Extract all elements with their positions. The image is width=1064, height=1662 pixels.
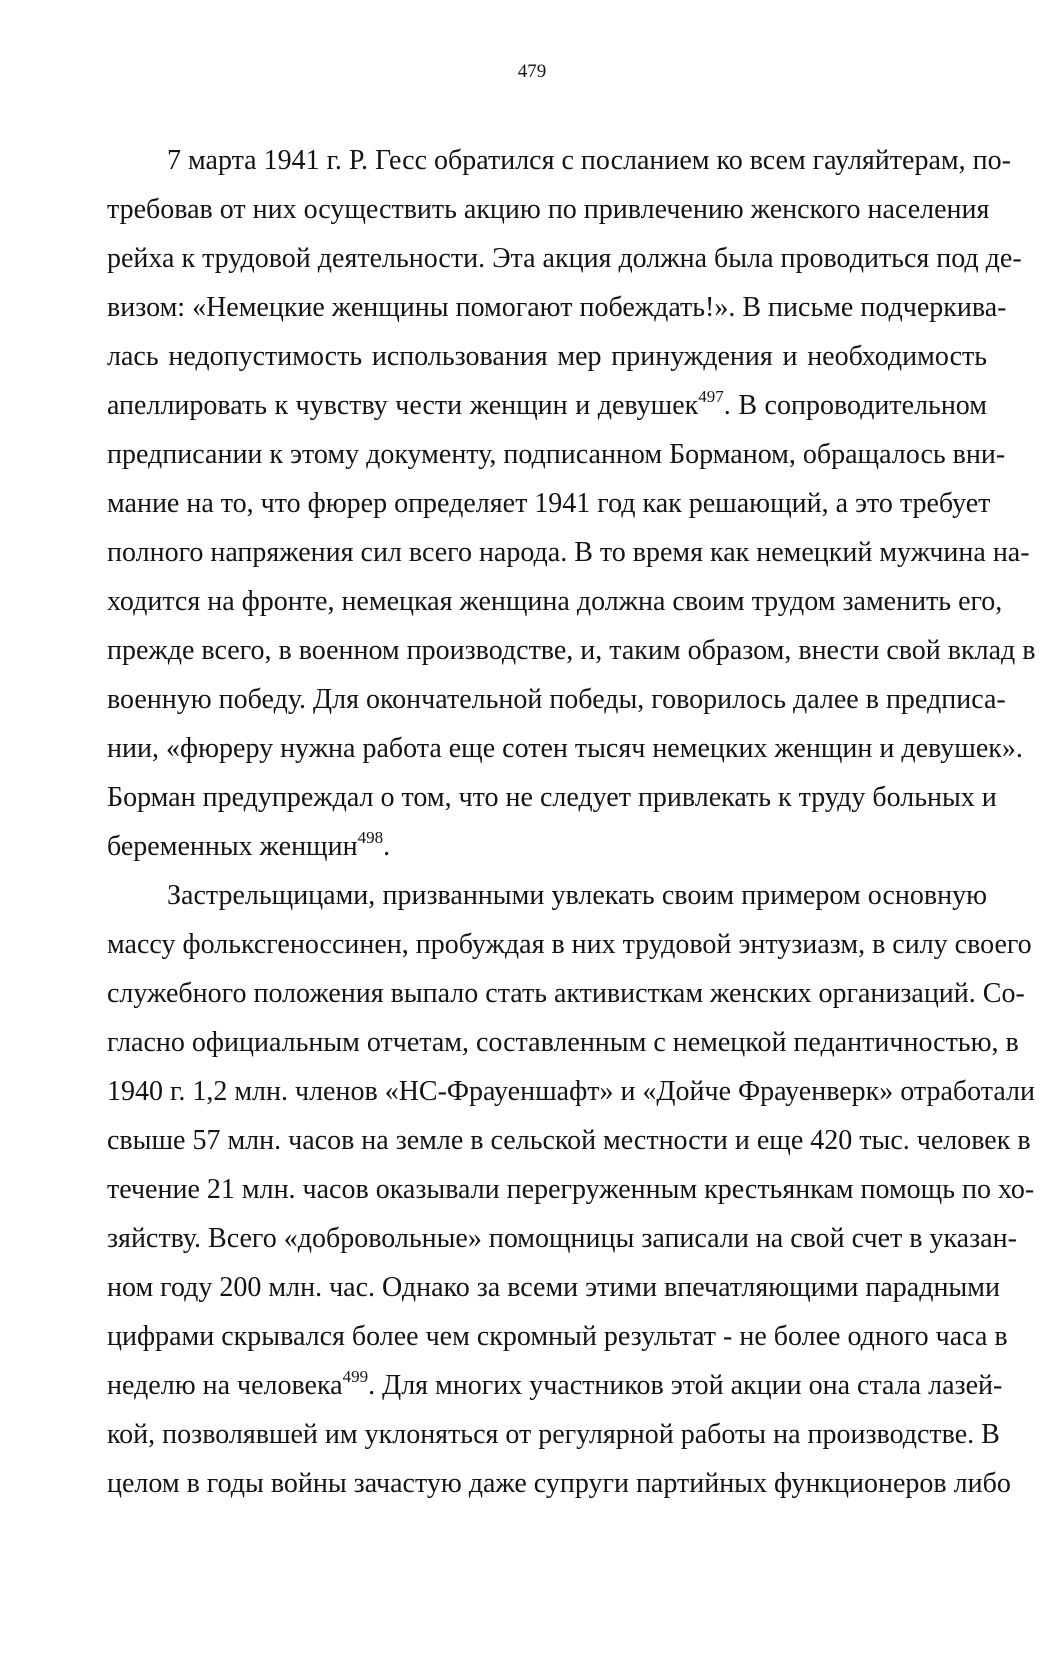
text-line <box>107 430 1006 479</box>
text-line <box>107 969 1025 1018</box>
line-text: 7 марта 1941 г. Р. Гесс обратился с посланием ко всем гауляйтерам, по- <box>167 145 1011 176</box>
line-text: полного напряжения сил всего народа. В то время как немецкий мужчина на- <box>107 537 1030 568</box>
line-text: служебного положения выпало стать активисткам женских организаций. Со- <box>107 978 1025 1009</box>
paragraph <box>107 136 1036 871</box>
line-text: прежде всего, в военном производстве, и, таким образом, внести свой вклад в <box>107 635 1036 666</box>
line-text: свыше 57 млн. часов на земле в сельской местности и еще 420 тыс. человек в <box>107 1125 1031 1156</box>
text-line <box>107 1214 1017 1263</box>
line-text: Борман предупреждал о том, что не следует привлекать к труду больных и <box>107 782 997 813</box>
line-text: ном году 200 млн. час. Однако за всеми этими впечатляющими парадными <box>107 1272 1000 1303</box>
line-text: военную победу. Для окончательной победы, говорилось далее в предписа- <box>107 684 1006 715</box>
page-number: 479 <box>517 61 547 82</box>
line-text: нии, «фюреру нужна работа еще сотен тысяч немецких женщин и девушек». <box>107 733 1023 764</box>
text-line <box>107 675 1006 724</box>
paragraph <box>107 871 1036 1508</box>
text-line <box>107 1116 1031 1165</box>
line-text: мание на то, что фюрер определяет 1941 год как решающий, а это требует <box>107 488 991 519</box>
text-line <box>107 1165 1035 1214</box>
line-text: цифрами скрывался более чем скромный результат - не более одного часа в <box>107 1321 1008 1352</box>
text-line <box>107 479 991 528</box>
line-text-continued: . Для многих участников этой акции она стала лазей- <box>368 1370 1003 1401</box>
line-text: зяйству. Всего «добровольные» помощницы записали на свой счет в указан- <box>107 1223 1017 1254</box>
text-line <box>107 185 990 234</box>
text-line <box>107 773 997 822</box>
text-line <box>107 1410 1000 1459</box>
line-text-continued: . <box>383 831 391 862</box>
line-text: требовав от них осуществить акцию по привлечению женского населения <box>107 194 990 225</box>
line-text: целом в годы войны зачастую даже супруги партийных функционеров либо <box>107 1468 1011 1499</box>
text-line <box>107 234 1022 283</box>
text-line <box>107 626 1036 675</box>
line-text: визом: «Немецкие женщины помогают побеждать!». В письме подчеркива- <box>107 292 1007 323</box>
line-text: течение 21 млн. часов оказывали перегруженным крестьянкам помощь по хо- <box>107 1174 1035 1205</box>
text-line <box>107 528 1030 577</box>
line-text: неделю на человека <box>107 1370 343 1401</box>
text-line <box>107 283 1007 332</box>
footnote-marker: 498 <box>357 828 384 847</box>
text-line <box>107 136 1011 185</box>
text-line <box>107 332 987 381</box>
line-text: гласно официальным отчетам, составленным с немецкой педантичностью, в <box>107 1027 1019 1058</box>
text-line <box>107 871 987 920</box>
line-text: предписании к этому документу, подписанном Борманом, обращалось вни- <box>107 439 1006 470</box>
line-text: беременных женщин <box>107 831 358 862</box>
body-text <box>107 136 1036 1508</box>
text-line <box>107 920 1032 969</box>
line-text: Застрельщицами, призванными увлекать своим примером основную <box>167 880 987 911</box>
footnote-marker: 497 <box>698 387 724 406</box>
line-text: рейха к трудовой деятельности. Эта акция должна была проводиться под де- <box>107 243 1022 274</box>
text-line <box>107 724 1023 773</box>
line-text: апеллировать к чувству чести женщин и девушек <box>107 390 699 421</box>
text-line <box>107 1312 1008 1361</box>
text-line <box>107 1018 1019 1067</box>
text-line <box>107 1263 1000 1312</box>
line-text-continued: . В сопроводительном <box>723 390 987 421</box>
line-text: лась недопустимость использования мер принуждения и необходимость <box>107 341 987 372</box>
footnote-marker: 499 <box>342 1367 369 1386</box>
text-line <box>107 1067 1036 1116</box>
line-text: 1940 г. 1,2 млн. членов «НС-Фрауеншафт» и «Дойче Фрауенверк» отработали <box>107 1076 1036 1107</box>
line-text: кой, позволявшей им уклоняться от регулярной работы на производстве. В <box>107 1419 1000 1450</box>
text-line <box>107 1361 1003 1410</box>
text-line <box>107 381 987 430</box>
text-line <box>107 1459 1011 1508</box>
text-line <box>107 577 1003 626</box>
line-text: ходится на фронте, немецкая женщина должна своим трудом заменить его, <box>107 586 1003 617</box>
text-line <box>107 822 987 871</box>
line-text: массу фольксгеноссинен, пробуждая в них трудовой энтузиазм, в силу своего <box>107 929 1032 960</box>
